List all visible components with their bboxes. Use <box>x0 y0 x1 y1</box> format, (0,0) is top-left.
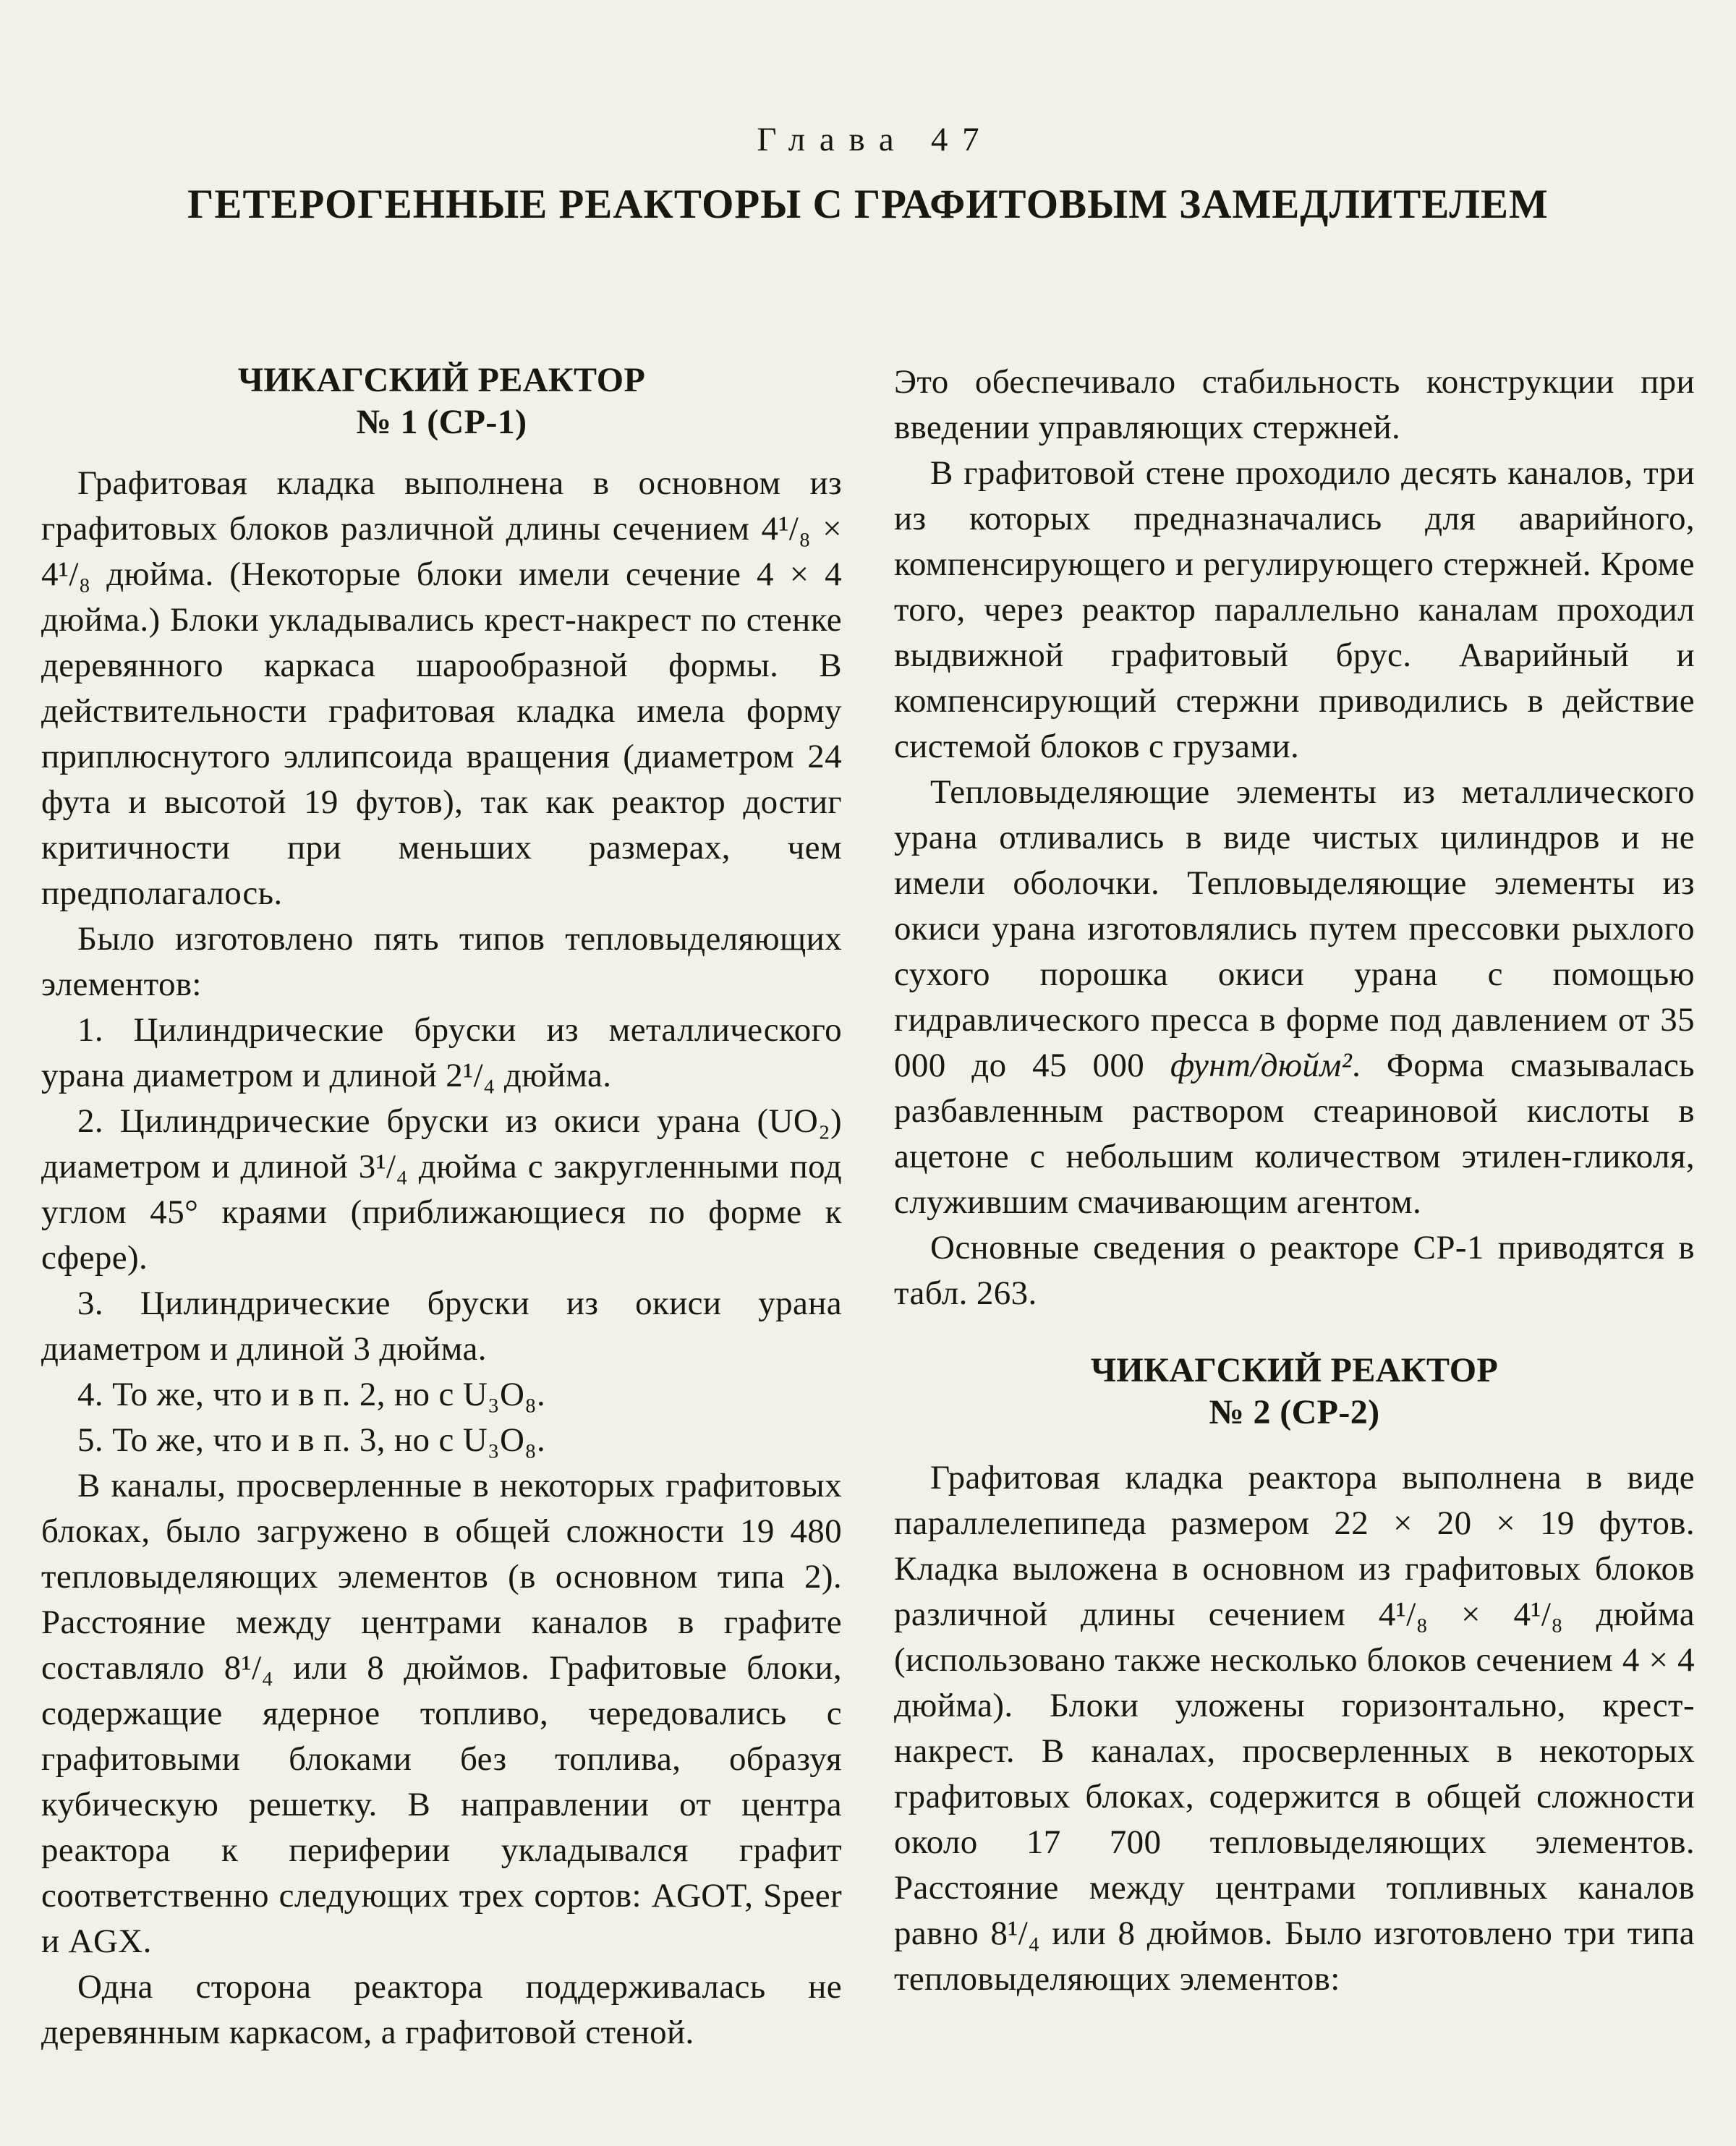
section-heading-cp2 <box>894 1350 1695 1434</box>
paragraph-fuel-elements-text: Тепловыделяющие элементы из металлического урана отливались в виде чистых цилиндров и не имели оболочки. Тепловыделяющие элементы из окиси урана изготовлялись путем прессовки рыхлого сухого порошка окиси урана с помощью гидравлического пресса в форме под давлением от 35 000 до 45 000 <box>894 773 1695 1084</box>
list-item-2: 2. Цилиндрические бруски из окиси урана (UO₂) диаметром и длиной 3¹/₄ дюйма с закругленными под углом 45° краями (приближающиеся по форме к сфере). <box>41 1102 842 1277</box>
paragraph-channels-loading: В каналы, просверленные в некоторых графитовых блоках, было загружено в общей сложности 19 480 тепловыделяющих элементов (в основном типа 2). Расстояние между центрами каналов в графите составляло 8¹/₄ или 8 дюймов. Графитовые блоки, содержащие ядерное топливо, чередовались с графитовыми блоками без топлива, образуя кубическую решетку. В направлении от центра реактора к периферии укладывался графит соответственно следующих трех сортов: AGOT, Speer и AGX. <box>41 1467 842 1960</box>
paragraph-support-wall: Одна сторона реактора поддерживалась не деревянным каркасом, а графитовой стеной. <box>41 1968 842 2051</box>
pressure-unit-italic: фунт/дюйм² <box>1170 1047 1353 1084</box>
page-title: ГЕТЕРОГЕННЫЕ РЕАКТОРЫ С ГРАФИТОВЫМ ЗАМЕДЛИТЕЛЕМ <box>187 182 1549 227</box>
section-heading-cp1-line1: ЧИКАГСКИЙ РЕАКТОР <box>237 361 646 399</box>
left-column <box>41 359 842 2056</box>
section-heading-cp2-line1: ЧИКАГСКИЙ РЕАКТОР <box>1090 1351 1499 1389</box>
text-columns <box>41 359 1695 2056</box>
section-heading-cp1-line2: № 1 (CP-1) <box>356 403 527 441</box>
list-item-1: 1. Цилиндрические бруски из металлического урана диаметром и длиной 2¹/₄ дюйма. <box>41 1011 842 1094</box>
paragraph-fuel-elements-text-after: . Форма смазывалась разбавленным раствором стеариновой кислоты в ацетоне с небольшим количеством этилен-гликоля, служившим смачивающим агентом. <box>894 1047 1695 1221</box>
paragraph-control-rods: В графитовой стене проходило десять каналов, три из которых предназначались для аварийного, компенсирующего и регулирующего стержней. Кроме того, через реактор параллельно каналам проходил выдвижной графитовый брус. Аварийный и компенсирующий стержни приводились в действие системой блоков с грузами. <box>894 454 1695 765</box>
paragraph-table-reference: Основные сведения о реакторе CP-1 приводятся в табл. 263. <box>894 1229 1695 1312</box>
list-item-5: 5. То же, что и в п. 3, но с U₃O₈. <box>77 1421 546 1459</box>
right-column <box>894 359 1695 2056</box>
paragraph-masonry: Графитовая кладка выполнена в основном из графитовых блоков различной длины сечением 4¹/₈ × 4¹/₈ дюйма. (Некоторые блоки имели сечение 4 × 4 дюйма.) Блоки укладывались крест-накрест по стенке деревянного каркаса шарообразной формы. В действительности графитовая кладка имела форму приплюснутого эллипсоида вращения (диаметром 24 фута и высотой 19 футов), так как реактор достиг критичности при меньших размерах, чем предполагалось. <box>41 464 842 912</box>
paragraph-support-wall-continuation: Это обеспечивало стабильность конструкции при введении управляющих стержней. <box>894 363 1695 446</box>
list-item-4: 4. То же, что и в п. 2, но с U₃O₈. <box>77 1376 546 1413</box>
section-heading-cp1 <box>41 359 842 443</box>
paragraph-fuel-types-intro: Было изготовлено пять типов тепловыделяющих элементов: <box>41 920 842 1003</box>
paragraph-fuel-elements <box>894 770 1695 1225</box>
paragraph-cp2-masonry: Графитовая кладка реактора выполнена в виде параллелепипеда размером 22 × 20 × 19 футов. Кладка выложена в основном из графитовых блоков различной длины сечением 4¹/₈ × 4¹/₈ дюйма (использовано также несколько блоков сечением 4 × 4 дюйма). Блоки уложены горизонтально, крест-накрест. В каналах, просверленных в некоторых графитовых блоках, содержится в общей сложности около 17 700 тепловыделяющих элементов. Расстояние между центрами топливных каналов равно 8¹/₄ или 8 дюймов. Было изготовлено три типа тепловыделяющих элементов: <box>894 1459 1695 1998</box>
list-item-3: 3. Цилиндрические бруски из окиси урана диаметром и длиной 3 дюйма. <box>41 1285 842 1368</box>
section-heading-cp2-line2: № 2 (CP-2) <box>1209 1393 1380 1431</box>
chapter-heading: Глава 47 <box>757 121 994 158</box>
